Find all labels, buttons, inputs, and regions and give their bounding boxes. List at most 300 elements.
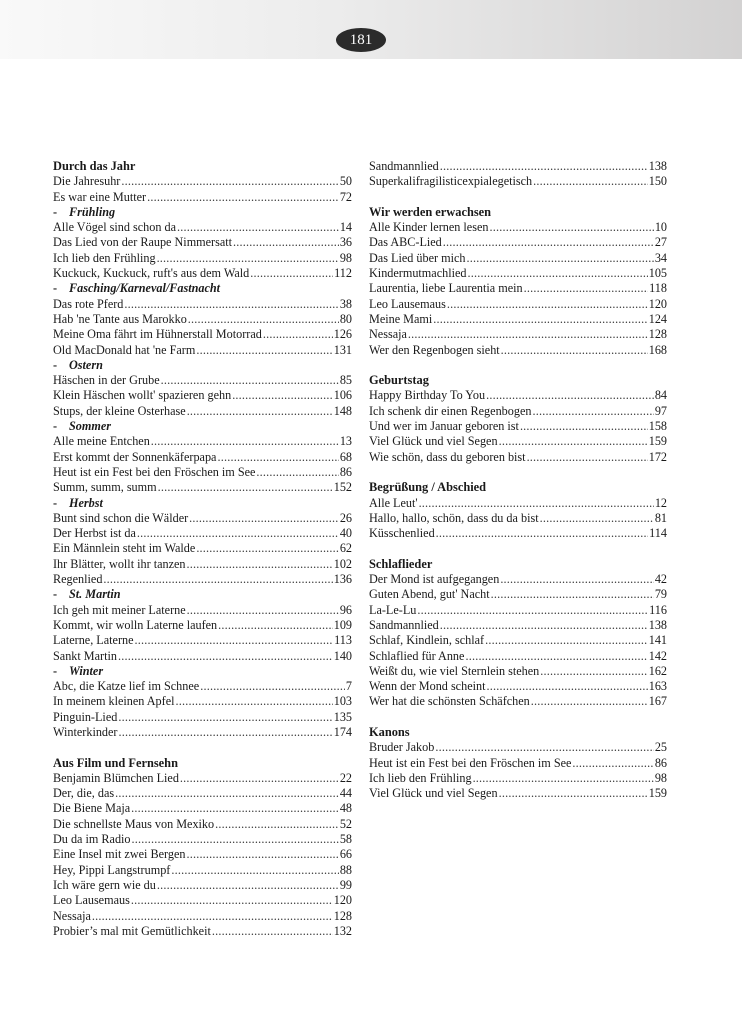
toc-entry (53, 541, 352, 556)
entry-title: Bunt sind schon die Wälder (53, 510, 189, 525)
section-heading: Aus Film und Fernsehn (53, 755, 178, 770)
toc-entry (369, 419, 667, 434)
entry-title: Sandmannlied (369, 159, 439, 173)
entry-page-number: 25 (654, 740, 667, 755)
section-spacer (369, 358, 667, 373)
dot-leader (157, 251, 339, 266)
dot-leader (527, 450, 648, 465)
entry-title: Schlaflied für Anne (369, 648, 465, 663)
entry-title: Der Herbst ist da (53, 526, 136, 541)
entry-title: Laterne, Laterne (53, 633, 134, 648)
entry-title: Heut ist ein Fest bei den Fröschen im See (369, 755, 572, 770)
dot-leader (196, 541, 339, 556)
entry-title: Laurentia, liebe Laurentia mein (369, 281, 523, 296)
entry-title: Das ABC-Lied (369, 235, 442, 250)
entry-page-number: 106 (333, 388, 352, 403)
entry-title: In meinem kleinen Apfel (53, 694, 175, 709)
entry-title: Die schnellste Maus von Mexiko (53, 816, 215, 831)
entry-page-number: 98 (339, 250, 352, 265)
entry-title: Old MacDonald hat 'ne Farm (53, 342, 196, 357)
dot-leader (115, 786, 339, 801)
toc-entry (53, 343, 352, 358)
dot-leader (532, 404, 653, 419)
entry-page-number: 168 (648, 342, 667, 357)
dot-leader (147, 190, 339, 205)
dot-leader (218, 618, 333, 633)
dot-leader (176, 694, 333, 709)
entry-page-number: 152 (333, 480, 352, 495)
entry-title: Es war eine Mutter (53, 189, 147, 204)
toc-entry (53, 847, 352, 862)
dot-leader (103, 572, 332, 587)
entry-page-number: 172 (648, 449, 667, 464)
entry-title: Das Lied von der Raupe Nimmersatt (53, 235, 233, 250)
subsection-title: Ostern (69, 357, 103, 372)
toc-left-column (53, 159, 352, 939)
toc-entry (369, 281, 667, 296)
entry-title: Nessaja (53, 908, 91, 923)
toc-entry (53, 526, 352, 541)
toc-entry (369, 174, 667, 189)
entry-page-number: 148 (333, 403, 352, 418)
toc-entry (53, 174, 352, 189)
entry-page-number: 135 (333, 709, 352, 724)
entry-page-number: 136 (333, 572, 352, 587)
dot-leader (131, 801, 339, 816)
dot-leader (151, 434, 339, 449)
toc-entry (369, 434, 667, 449)
entry-title: La-Le-Lu (369, 602, 417, 617)
dot-leader (158, 480, 333, 495)
entry-page-number: 142 (648, 648, 667, 663)
subsection-heading (53, 496, 352, 511)
entry-title: Weißt du, wie viel Sternlein stehen (369, 663, 540, 678)
dot-leader (524, 281, 649, 296)
entry-page-number: 34 (654, 250, 667, 265)
entry-page-number: 14 (339, 220, 352, 235)
entry-title: Du da im Radio (53, 832, 131, 847)
toc-entry (53, 771, 352, 786)
toc-entry (369, 388, 667, 403)
dot-leader (188, 312, 339, 327)
toc-entry (369, 511, 667, 526)
entry-page-number: 68 (339, 449, 352, 464)
entry-page-number: 138 (648, 617, 667, 632)
dot-leader (132, 832, 339, 847)
entry-title: Stups, der kleine Osterhase (53, 403, 186, 418)
toc-entry (53, 404, 352, 419)
toc-entry (53, 557, 352, 572)
toc-entry (53, 817, 352, 832)
toc-entry (369, 404, 667, 419)
toc-entry (369, 587, 667, 602)
entry-title: Der Mond ist aufgegangen (369, 572, 500, 587)
toc-entry (369, 220, 667, 235)
entry-page-number: 128 (648, 327, 667, 342)
entry-page-number: 44 (339, 786, 352, 801)
entry-title: Eine Insel mit zwei Bergen (53, 847, 186, 862)
dot-leader (232, 388, 333, 403)
entry-page-number: 38 (339, 296, 352, 311)
entry-page-number: 167 (648, 694, 667, 709)
dot-leader (531, 694, 648, 709)
dot-leader (92, 909, 333, 924)
toc-entry (53, 786, 352, 801)
toc-entry (369, 649, 667, 664)
section-heading: Geburtstag (369, 373, 429, 388)
entry-title: Ihr Blätter, wollt ihr tanzen (53, 556, 186, 571)
subsection-title: Frühling (69, 204, 116, 219)
dot-leader (435, 740, 653, 755)
toc-entry (369, 771, 667, 786)
dash-marker: - (53, 419, 58, 434)
dot-leader (572, 756, 653, 771)
entry-title: Viel Glück und viel Segen (369, 786, 498, 801)
page-number-badge: 181 (336, 28, 386, 52)
toc-entry (53, 725, 352, 740)
dash-marker: - (53, 663, 58, 678)
entry-page-number: 22 (339, 770, 352, 785)
entry-title: Ich lieb den Frühling (369, 770, 472, 785)
toc-entry (53, 373, 352, 388)
entry-page-number: 105 (648, 266, 667, 281)
entry-page-number: 120 (648, 296, 667, 311)
entry-page-number: 141 (648, 633, 667, 648)
entry-title: Küsschenlied (369, 526, 435, 541)
entry-page-number: 40 (339, 526, 352, 541)
toc-entry (53, 679, 352, 694)
toc-entry (369, 327, 667, 342)
entry-title: Klein Häschen wollt' spazieren gehn (53, 388, 232, 403)
toc-entry (53, 220, 352, 235)
entry-title: Meine Oma fährt im Hühnerstall Motorrad (53, 327, 262, 342)
toc-entry (53, 694, 352, 709)
toc-entry (369, 740, 667, 755)
dot-leader (485, 633, 648, 648)
entry-page-number: 12 (654, 495, 667, 510)
entry-title: Wie schön, dass du geboren bist (369, 449, 526, 464)
toc-entry (53, 832, 352, 847)
toc-entry (369, 603, 667, 618)
dash-marker: - (53, 204, 58, 219)
entry-title: Hey, Pippi Langstrumpf (53, 862, 171, 877)
toc-entry (53, 710, 352, 725)
entry-title: Ich geh mit meiner Laterne (53, 602, 186, 617)
toc-entry (53, 878, 352, 893)
entry-title: Ich schenk dir einen Regenbogen (369, 403, 532, 418)
dot-leader (440, 618, 648, 633)
entry-page-number: 118 (649, 281, 667, 296)
toc-entry (369, 235, 667, 250)
entry-title: Kindermutmachlied (369, 266, 467, 281)
dot-leader (233, 235, 339, 250)
entry-title: Pinguin-Lied (53, 709, 118, 724)
toc-entry (53, 801, 352, 816)
section-spacer (369, 465, 667, 480)
toc-entry (53, 327, 352, 342)
entry-page-number: 86 (339, 464, 352, 479)
toc-entry (53, 251, 352, 266)
dash-marker: - (53, 281, 58, 296)
dot-leader (500, 572, 654, 587)
dot-leader (263, 327, 333, 342)
entry-title: Abc, die Katze lief im Schnee (53, 679, 200, 694)
entry-page-number: 114 (649, 526, 667, 541)
section-heading: Begrüßung / Abschied (369, 480, 487, 495)
entry-page-number: 80 (339, 311, 352, 326)
subsection-title: St. Martin (69, 587, 121, 602)
entry-title: Bruder Jakob (369, 740, 435, 755)
dot-leader (189, 511, 339, 526)
toc-entry (53, 909, 352, 924)
toc-entry (53, 603, 352, 618)
dot-leader (161, 373, 339, 388)
entry-page-number: 58 (339, 832, 352, 847)
subsection-title: Winter (69, 663, 104, 678)
toc-entry (369, 496, 667, 511)
section-heading: Schlaflieder (369, 556, 433, 571)
entry-page-number: 102 (333, 556, 352, 571)
subsection-heading (53, 205, 352, 220)
dot-leader (419, 496, 654, 511)
toc-entry (53, 924, 352, 939)
toc-entry (369, 251, 667, 266)
toc-entry (369, 526, 667, 541)
entry-title: Nessaja (369, 327, 407, 342)
entry-page-number: 96 (339, 602, 352, 617)
toc-entry (53, 893, 352, 908)
dot-leader (447, 297, 648, 312)
dash-marker: - (53, 495, 58, 510)
dot-leader (180, 771, 339, 786)
toc-right-column (369, 159, 667, 801)
section-spacer (53, 740, 352, 755)
dot-leader (157, 878, 339, 893)
dot-leader (533, 174, 648, 189)
subsection-title: Fasching/Karneval/Fastnacht (69, 281, 221, 296)
entry-title: Heut ist ein Fest bei den Fröschen im See (53, 464, 256, 479)
entry-title: Wer den Regenbogen sieht (369, 342, 500, 357)
toc-entry (53, 863, 352, 878)
entry-page-number: 132 (333, 923, 352, 938)
toc-entry (53, 388, 352, 403)
dot-leader (131, 893, 333, 908)
entry-title: Das Lied über mich (369, 250, 466, 265)
subsection-heading (53, 664, 352, 679)
toc-entry (53, 480, 352, 495)
entry-page-number: 162 (648, 663, 667, 678)
entry-title: Schlaf, Kindlein, schlaf (369, 633, 485, 648)
dot-leader (486, 679, 647, 694)
entry-title: Meine Mami (369, 311, 433, 326)
dot-leader (118, 710, 332, 725)
dot-leader (196, 343, 332, 358)
dot-leader (440, 159, 648, 174)
entry-title: Wer hat die schönsten Schäfchen (369, 694, 530, 709)
entry-page-number: 42 (654, 572, 667, 587)
toc-entry (369, 450, 667, 465)
entry-title: Die Jahresuhr (53, 174, 121, 189)
dot-leader (465, 649, 647, 664)
dot-leader (256, 465, 338, 480)
entry-page-number: 159 (648, 786, 667, 801)
toc-entry (53, 190, 352, 205)
entry-page-number: 81 (654, 510, 667, 525)
dot-leader (436, 526, 648, 541)
dot-leader (200, 679, 345, 694)
entry-title: Alle Vögel sind schon da (53, 220, 176, 235)
entry-page-number: 48 (339, 801, 352, 816)
entry-title: Guten Abend, gut' Nacht (369, 587, 490, 602)
toc-entry (369, 312, 667, 327)
dot-leader (433, 312, 647, 327)
entry-page-number: 163 (648, 679, 667, 694)
dot-leader (124, 297, 338, 312)
entry-title: Hab 'ne Tante aus Marokko (53, 311, 187, 326)
dot-leader (187, 404, 333, 419)
entry-page-number: 112 (334, 266, 352, 281)
toc-entry (53, 633, 352, 648)
entry-title: Der, die, das (53, 786, 115, 801)
toc-entry (369, 756, 667, 771)
entry-title: Leo Lausemaus (53, 893, 130, 908)
dot-leader (135, 633, 334, 648)
toc-entry (53, 572, 352, 587)
dot-leader (467, 266, 647, 281)
entry-title: Kommt, wir wolln Laterne laufen (53, 617, 218, 632)
dot-leader (121, 174, 338, 189)
subsection-heading (53, 587, 352, 602)
entry-title: Hallo, hallo, schön, dass du da bist (369, 510, 539, 525)
entry-title: Ich lieb den Frühling (53, 250, 156, 265)
dot-leader (417, 603, 648, 618)
entry-page-number: 113 (334, 633, 352, 648)
entry-title: Ich wäre gern wie du (53, 877, 156, 892)
entry-title: Summ, summ, summ (53, 480, 157, 495)
entry-title: Wenn der Mond scheint (369, 679, 486, 694)
dot-leader (499, 786, 648, 801)
entry-title: Sandmannlied (369, 617, 439, 632)
dot-leader (217, 450, 338, 465)
entry-page-number: 140 (333, 648, 352, 663)
dot-leader (250, 266, 333, 281)
toc-entry (53, 312, 352, 327)
dot-leader (408, 327, 648, 342)
dot-leader (187, 557, 333, 572)
dot-leader (486, 388, 654, 403)
entry-title: Alle meine Entchen (53, 434, 150, 449)
entry-page-number: 88 (339, 862, 352, 877)
entry-title: Kuckuck, Kuckuck, ruft's aus dem Wald (53, 266, 250, 281)
dot-leader (443, 235, 654, 250)
entry-page-number: 99 (339, 877, 352, 892)
entry-title: Leo Lausemaus (369, 296, 446, 311)
entry-page-number: 128 (333, 908, 352, 923)
toc-entry (53, 266, 352, 281)
toc-entry (369, 664, 667, 679)
dot-leader (491, 587, 654, 602)
entry-title: Alle Leut' (369, 495, 418, 510)
entry-page-number: 98 (654, 770, 667, 785)
dot-leader (137, 526, 339, 541)
dash-marker: - (53, 587, 58, 602)
dot-leader (520, 419, 648, 434)
dot-leader (212, 924, 333, 939)
entry-page-number: 52 (339, 816, 352, 831)
toc-entry (369, 786, 667, 801)
entry-title: Probier’s mal mit Gemütlichkeit (53, 923, 211, 938)
toc-entry (53, 465, 352, 480)
entry-title: Benjamin Blümchen Lied (53, 770, 179, 785)
entry-title: Happy Birthday To You (369, 388, 486, 403)
toc-entry (53, 450, 352, 465)
entry-page-number: 86 (654, 755, 667, 770)
entry-page-number: 26 (339, 510, 352, 525)
toc-entry (53, 618, 352, 633)
entry-page-number: 84 (654, 388, 667, 403)
dot-leader (489, 220, 653, 235)
toc-entry (369, 343, 667, 358)
dot-leader (171, 863, 338, 878)
dot-leader (177, 220, 339, 235)
toc-entry (369, 159, 667, 174)
entry-page-number: 97 (654, 403, 667, 418)
entry-page-number: 174 (333, 724, 352, 739)
entry-page-number: 72 (339, 189, 352, 204)
entry-page-number: 79 (654, 587, 667, 602)
toc-entry (369, 694, 667, 709)
entry-page-number: 7 (345, 679, 352, 694)
subsection-heading (53, 358, 352, 373)
entry-page-number: 103 (333, 694, 352, 709)
dot-leader (473, 771, 654, 786)
dot-leader (215, 817, 339, 832)
dot-leader (501, 343, 648, 358)
section-spacer (369, 190, 667, 205)
entry-title: Erst kommt der Sonnenkäferpapa (53, 449, 217, 464)
entry-page-number: 13 (339, 434, 352, 449)
entry-title: Winterkinder (53, 724, 118, 739)
entry-page-number: 131 (333, 342, 352, 357)
subsection-heading (53, 281, 352, 296)
entry-page-number: 158 (648, 419, 667, 434)
entry-page-number: 120 (333, 893, 352, 908)
toc-entry (369, 679, 667, 694)
entry-page-number: 36 (339, 235, 352, 250)
entry-page-number: 124 (648, 311, 667, 326)
toc-entry (53, 434, 352, 449)
entry-page-number: 66 (339, 847, 352, 862)
toc-entry (369, 297, 667, 312)
entry-title: Superkalifragilisticexpialegetisch (369, 174, 533, 189)
section-spacer (369, 541, 667, 556)
subsection-heading (53, 419, 352, 434)
entry-page-number: 126 (333, 327, 352, 342)
entry-title: Viel Glück und viel Segen (369, 434, 498, 449)
dot-leader (118, 649, 333, 664)
entry-page-number: 109 (333, 617, 352, 632)
dash-marker: - (53, 357, 58, 372)
section-heading: Durch das Jahr (53, 159, 136, 173)
toc-entry (53, 511, 352, 526)
dot-leader (540, 511, 654, 526)
dot-leader (118, 725, 332, 740)
dot-leader (466, 251, 653, 266)
entry-page-number: 10 (654, 220, 667, 235)
entry-title: Das rote Pferd (53, 296, 124, 311)
section-spacer (369, 710, 667, 725)
section-heading: Kanons (369, 724, 410, 739)
